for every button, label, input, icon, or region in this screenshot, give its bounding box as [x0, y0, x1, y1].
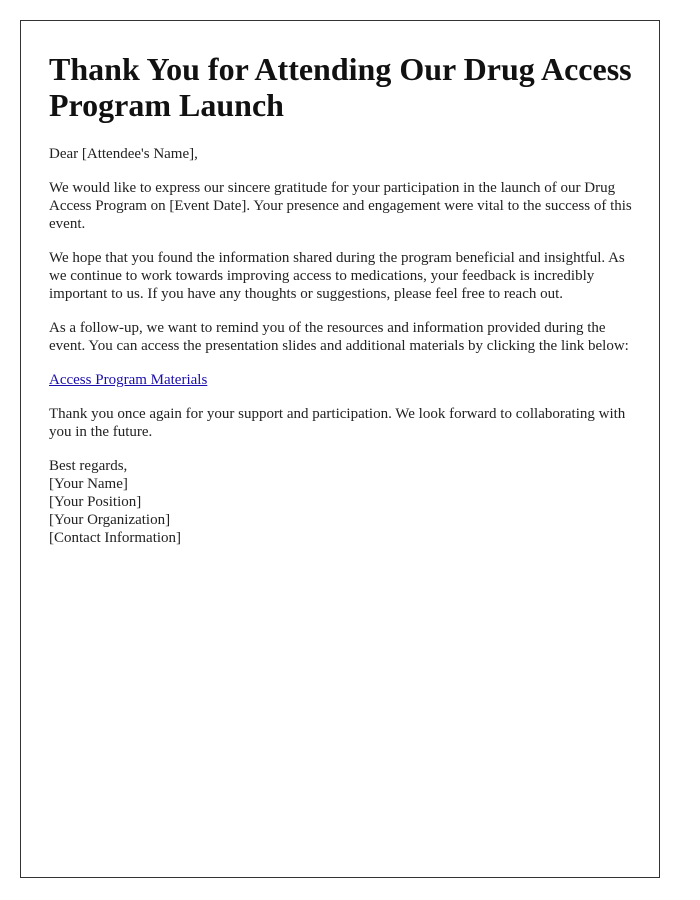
letter-page — [20, 20, 660, 878]
signature-closing: Best regards, — [49, 458, 128, 474]
greeting: Dear [Attendee's Name], — [49, 146, 198, 162]
materials-link-row — [49, 371, 639, 389]
signature-position: [Your Position] — [49, 494, 142, 510]
signature-contact: [Contact Information] — [49, 530, 182, 546]
letter-content — [49, 51, 639, 547]
paragraph-follow-up: As a follow-up, we want to remind you of the resources and information provided during the event. You can access the presentation slides and additional materials by clicking the link below: — [49, 320, 629, 354]
signature-block — [49, 457, 639, 547]
paragraph-closing-thanks: Thank you once again for your support and participation. We look forward to collaborating with you in the future. — [49, 406, 626, 440]
signature-organization: [Your Organization] — [49, 512, 171, 528]
paragraph-feedback: We hope that you found the information shared during the program beneficial and insightful. As we continue to work towards improving access to medications, your feedback is incredibly important to us. If you have any thoughts or suggestions, please feel free to reach out. — [49, 250, 625, 302]
letter-title: Thank You for Attending Our Drug Access Program Launch — [49, 51, 632, 123]
signature-name: [Your Name] — [49, 476, 128, 492]
paragraph-gratitude: We would like to express our sincere gratitude for your participation in the launch of our Drug Access Program on [Event Date]. Your presence and engagement were vital to the success of this event. — [49, 180, 632, 232]
access-program-materials-link[interactable]: Access Program Materials — [49, 372, 208, 388]
